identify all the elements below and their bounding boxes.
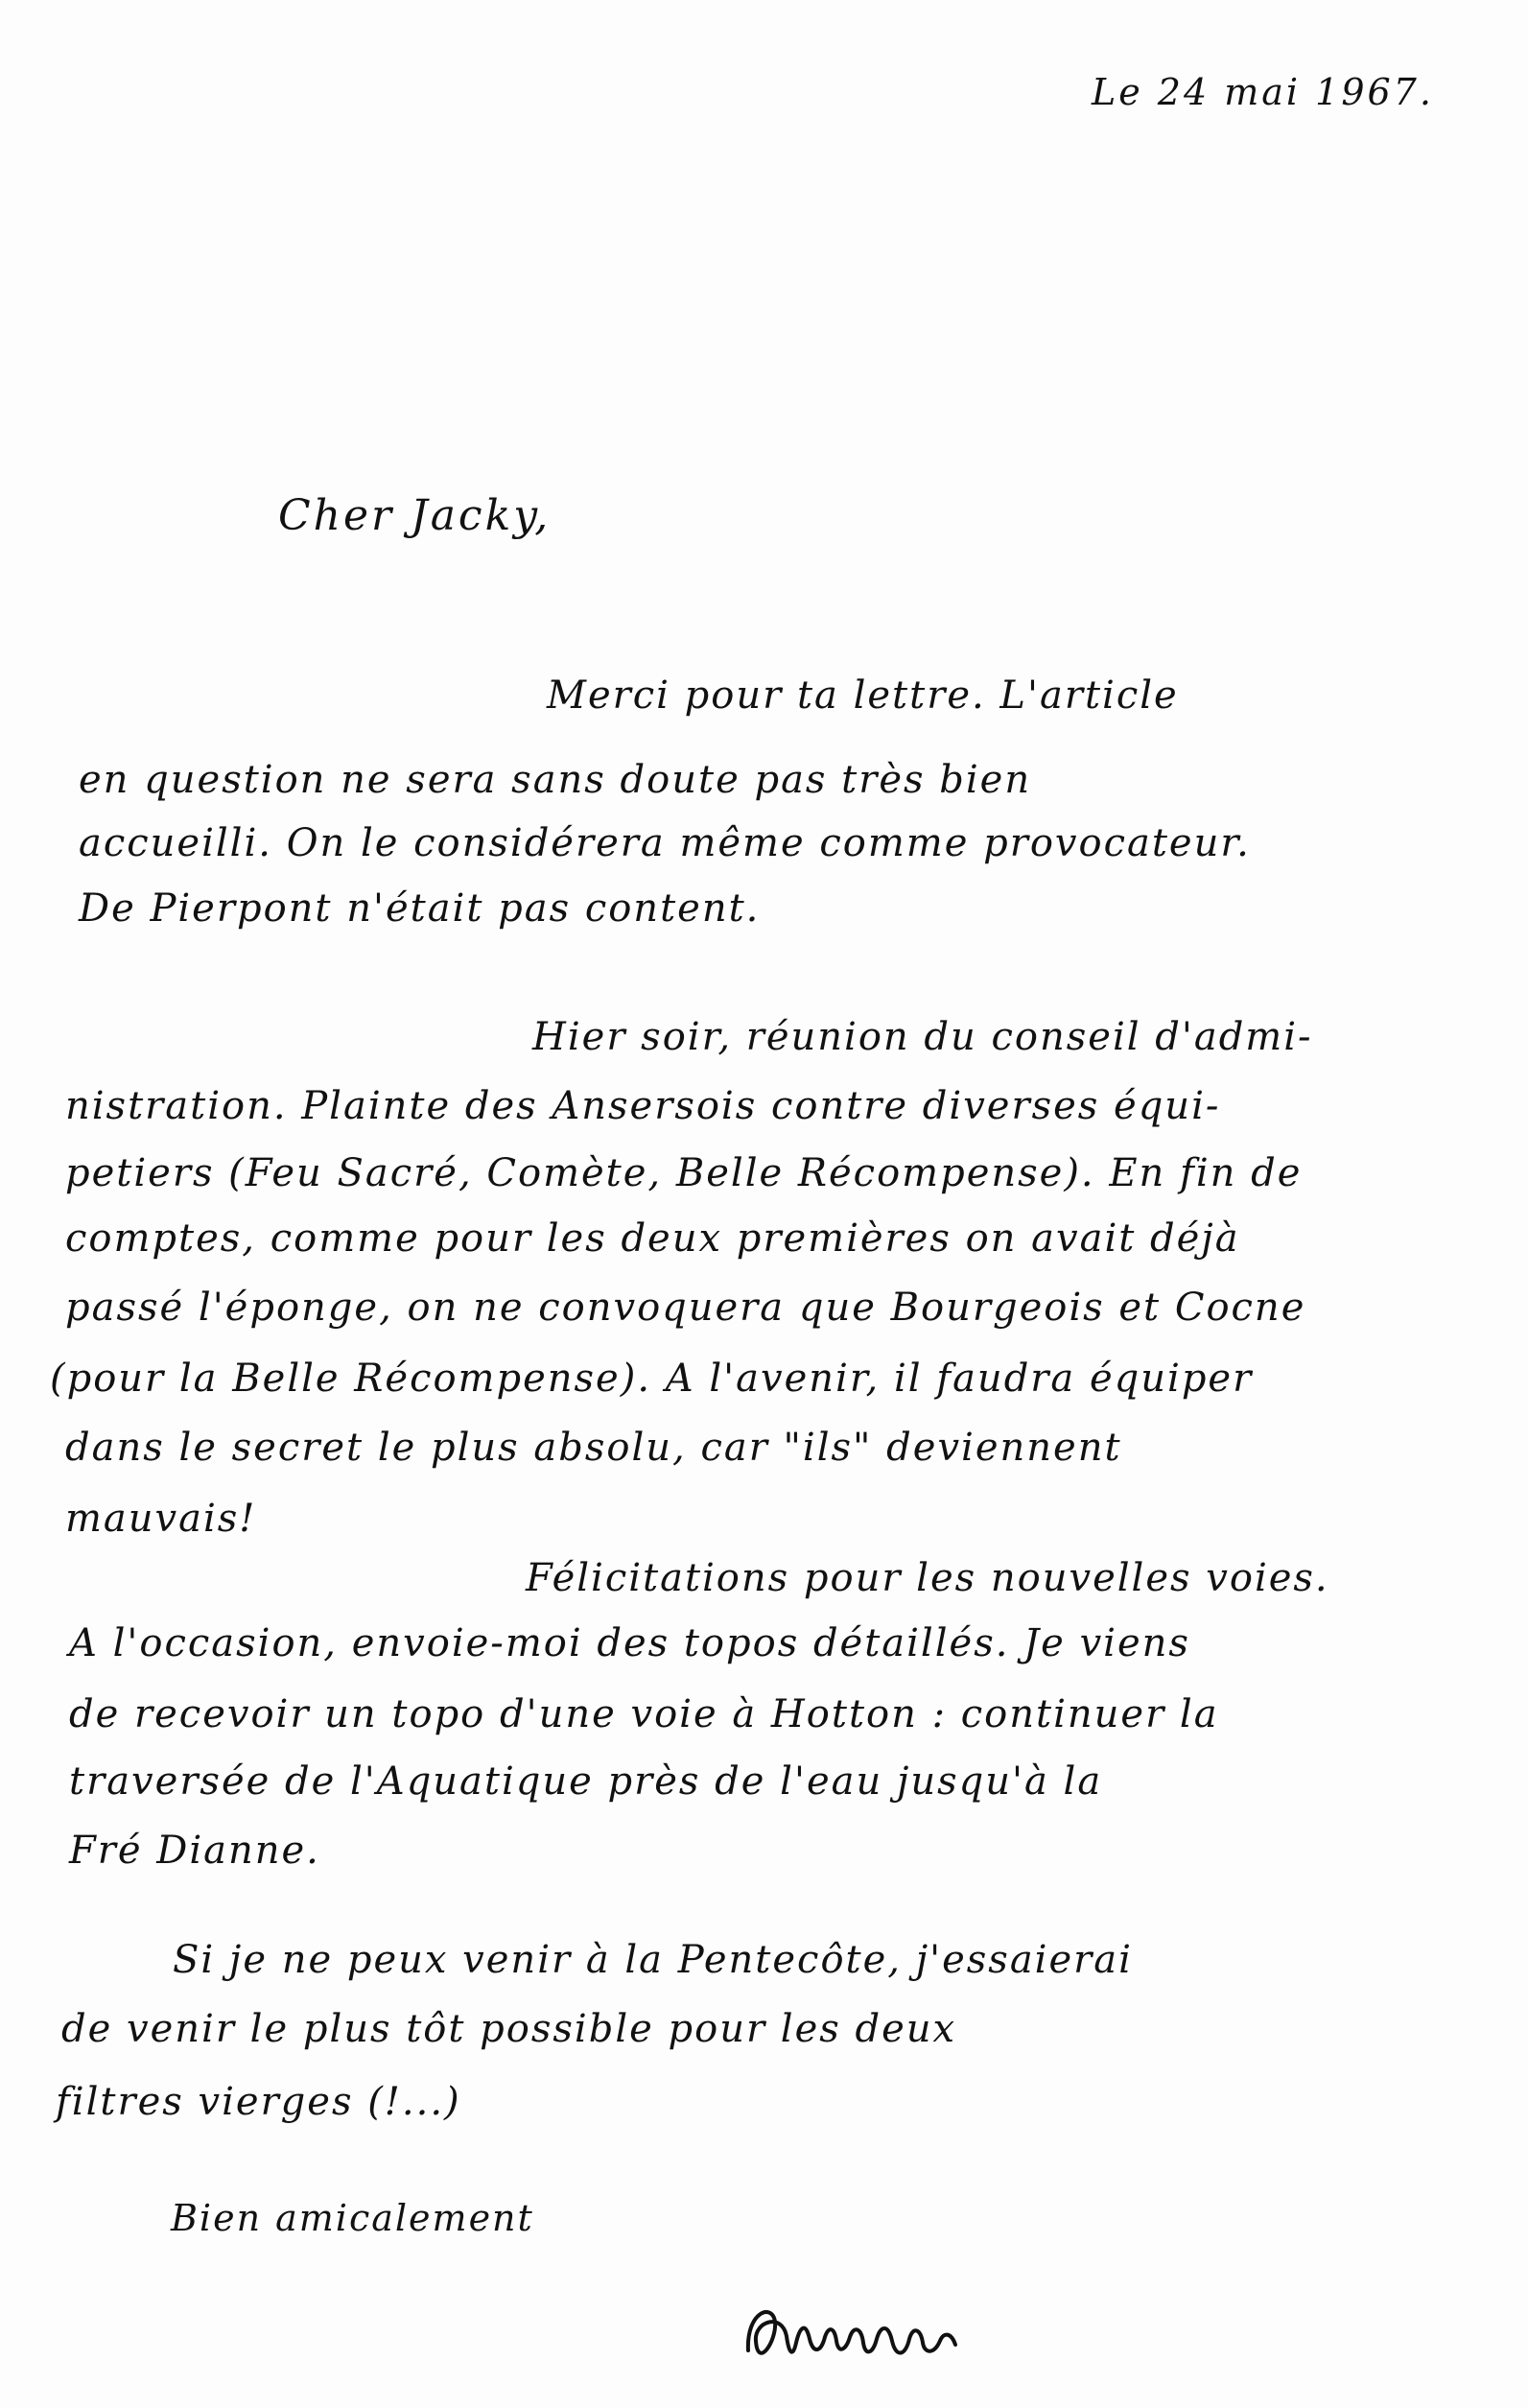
- paragraph-3-line-5: Fré Dianne.: [69, 1829, 320, 1873]
- paragraph-2-line-4: comptes, comme pour les deux premières on avait déjà: [65, 1216, 1240, 1261]
- paragraph-2-line-5: passé l'éponge, on ne convoquera que Bourgeois et Cocne: [65, 1286, 1306, 1330]
- paragraph-2-line-8: mauvais!: [65, 1497, 257, 1541]
- paragraph-3-line-2: A l'occasion, envoie-moi des topos détaillés. Je viens: [69, 1621, 1190, 1665]
- paragraph-3-line-1: Félicitations pour les nouvelles voies.: [526, 1556, 1329, 1600]
- paragraph-1-line-3: accueilli. On le considérera même comme provocateur.: [79, 821, 1251, 865]
- paragraph-1-line-1: Merci pour ta lettre. L'article: [547, 673, 1179, 718]
- paragraph-2-line-1: Hier soir, réunion du conseil d'admi-: [532, 1015, 1313, 1059]
- paragraph-2-line-2: nistration. Plainte des Ansersois contre diverses équi-: [65, 1084, 1221, 1128]
- paragraph-2-line-7: dans le secret le plus absolu, car "ils" deviennent: [65, 1426, 1122, 1470]
- signature-stroke-icon: [729, 2283, 978, 2389]
- paragraph-1-line-4: De Pierpont n'était pas content.: [79, 886, 761, 931]
- handwritten-signature: [729, 2283, 978, 2389]
- paragraph-3-line-4: traversée de l'Aquatique près de l'eau jusqu'à la: [69, 1759, 1103, 1804]
- paragraph-2-line-3: petiers (Feu Sacré, Comète, Belle Récompense). En fin de: [65, 1151, 1303, 1195]
- paragraph-4-line-2: de venir le plus tôt possible pour les deux: [61, 2007, 957, 2051]
- letter-salutation: Cher Jacky,: [278, 491, 552, 540]
- paragraph-1-line-2: en question ne sera sans doute pas très bien: [79, 758, 1032, 802]
- paragraph-2-line-6: (pour la Belle Récompense). A l'avenir, il faudra équiper: [50, 1357, 1254, 1401]
- paragraph-4-line-3: filtres vierges (!...): [56, 2080, 461, 2124]
- letter-closing: Bien amicalement: [171, 2197, 534, 2239]
- letter-date: Le 24 mai 1967.: [1092, 71, 1434, 113]
- paragraph-4-line-1: Si je ne peux venir à la Pentecôte, j'essaierai: [173, 1938, 1133, 1982]
- paragraph-3-line-3: de recevoir un topo d'une voie à Hotton : continuer la: [69, 1692, 1219, 1736]
